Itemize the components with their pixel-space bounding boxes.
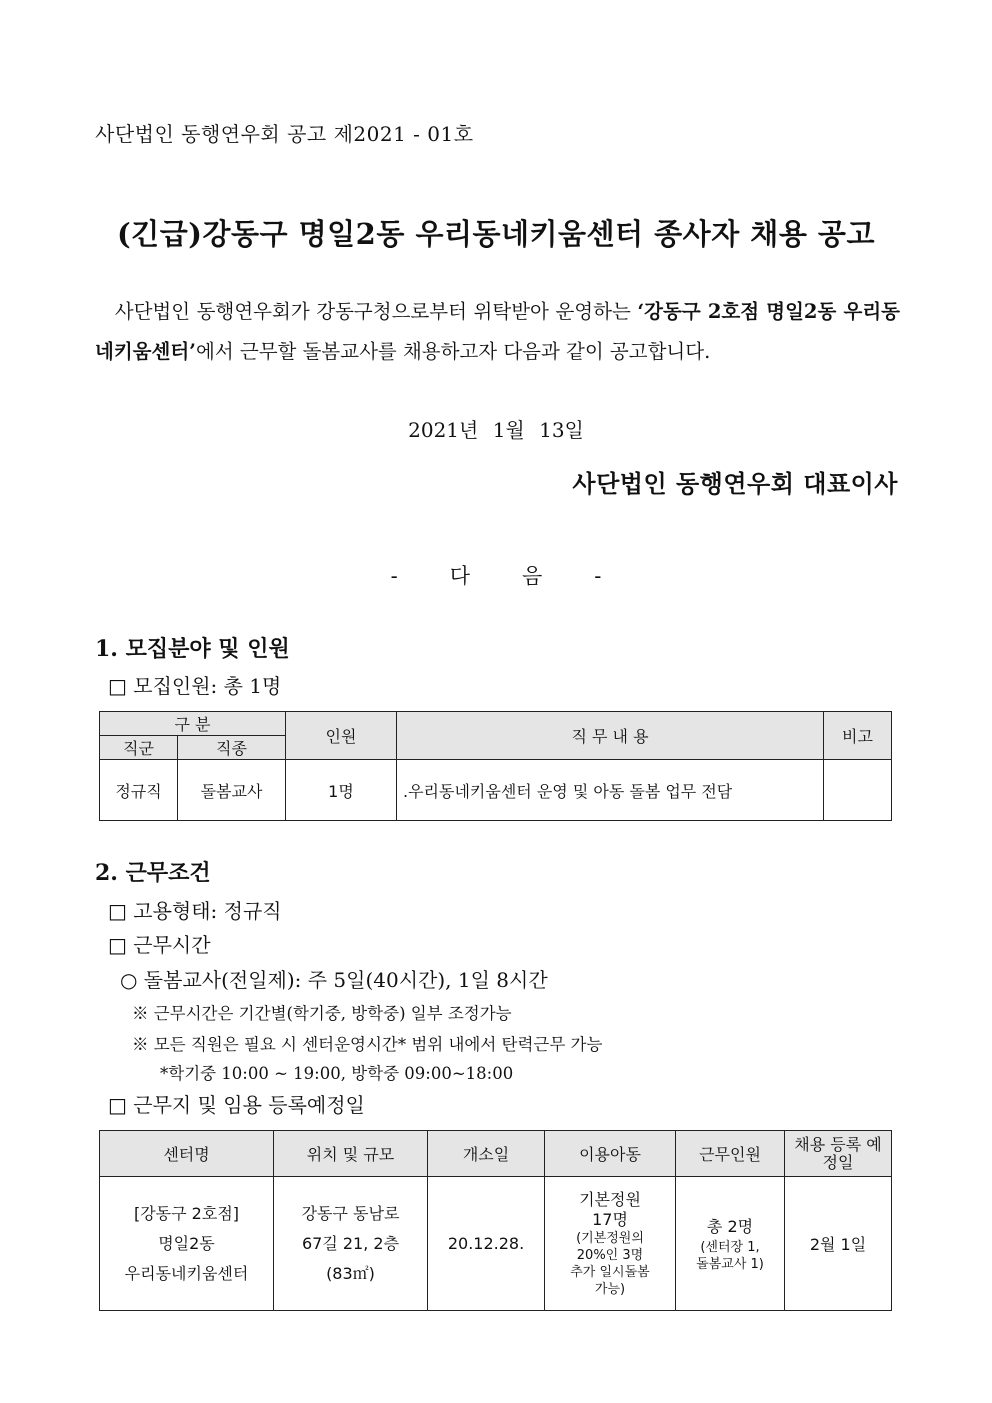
header-reg-date: 채용 등록 예정일 <box>785 1131 892 1177</box>
intro-text-1: 사단법인 동행연우회가 강동구청으로부터 위탁받아 운영하는 <box>114 300 638 323</box>
children-sub-line: 가능) <box>594 1281 626 1297</box>
recruit-table <box>99 711 892 821</box>
header-center-name: 센터명 <box>100 1131 274 1177</box>
header-open-date: 개소일 <box>428 1131 545 1177</box>
cell-inwon: 1명 <box>286 760 397 821</box>
header-note: 비고 <box>824 712 892 760</box>
header-group: 구 분 <box>100 712 286 736</box>
staff-sub-line: 돌봄교사 1) <box>696 1256 764 1272</box>
notice-date: 2021년 1월 13일 <box>408 418 584 442</box>
note-flexible-work: ※ 모든 직원은 필요 시 센터운영시간* 범위 내에서 탄력근무 가능 <box>132 1035 603 1054</box>
header-staff: 근무인원 <box>676 1131 785 1177</box>
cell-note <box>824 760 892 821</box>
page-title: (긴급)강동구 명일2동 우리동네키움센터 종사자 채용 공고 <box>117 217 875 251</box>
location-heading: □ 근무지 및 임용 등록예정일 <box>108 1093 365 1117</box>
cell-jikjong: 돌봄교사 <box>178 760 286 821</box>
daeum-char-1: 다 <box>449 564 470 588</box>
intro-text-2: 에서 근무할 돌봄교사를 채용하고자 다음과 같이 공고합니다. <box>195 340 711 363</box>
note-operating-hours: *학기중 10:00 ~ 19:00, 방학중 09:00~18:00 <box>160 1064 514 1083</box>
cell-location <box>274 1177 428 1311</box>
header-location: 위치 및 규모 <box>274 1131 428 1177</box>
note-hours-adjust: ※ 근무시간은 기간별(학기중, 방학중) 일부 조정가능 <box>132 1004 512 1023</box>
header-jikgun: 직군 <box>100 736 178 760</box>
children-sub-line: (기본정원의 <box>576 1230 644 1246</box>
center-name-line: 명일2동 <box>158 1233 215 1253</box>
children-sub-line: 20%인 3명 <box>576 1247 644 1263</box>
location-line: 강동구 동남로 <box>301 1203 400 1223</box>
intro-paragraph <box>95 292 900 372</box>
children-main-line: 기본정원 <box>579 1189 641 1209</box>
table-row <box>100 1177 892 1311</box>
children-sub-line: 추가 일시돌봄 <box>570 1264 650 1280</box>
center-name-line: 우리동네키움센터 <box>124 1263 249 1283</box>
daeum-separator <box>0 560 992 590</box>
daeum-char-2: 음 <box>522 564 543 588</box>
header-inwon: 인원 <box>286 712 397 760</box>
location-line: (83㎡) <box>326 1263 375 1283</box>
header-duty: 직 무 내 용 <box>397 712 824 760</box>
table-row <box>100 760 892 821</box>
center-name-line: [강동구 2호점] <box>133 1203 240 1223</box>
cell-open-date: 20.12.28. <box>428 1177 545 1311</box>
daeum-dash-left: - <box>390 564 398 588</box>
children-main-line: 17명 <box>592 1209 628 1229</box>
cell-reg-date: 2월 1일 <box>785 1177 892 1311</box>
header-children: 이용아동 <box>545 1131 676 1177</box>
work-hours-heading: □ 근무시간 <box>108 933 211 957</box>
daeum-dash-right: - <box>594 564 602 588</box>
location-line: 67길 21, 2층 <box>301 1233 400 1253</box>
cell-duty: .우리동네키움센터 운영 및 아동 돌봄 업무 전담 <box>397 760 824 821</box>
cell-staff <box>676 1177 785 1311</box>
section1-heading: 1. 모집분야 및 인원 <box>95 636 290 662</box>
cell-center-name <box>100 1177 274 1311</box>
location-table <box>99 1130 892 1311</box>
recruit-count: □ 모집인원: 총 1명 <box>108 674 282 698</box>
cell-jikgun: 정규직 <box>100 760 178 821</box>
staff-sub-line: (센터장 1, <box>700 1239 760 1255</box>
staff-total: 총 2명 <box>706 1216 754 1236</box>
section2-heading: 2. 근무조건 <box>95 860 211 886</box>
signer: 사단법인 동행연우회 대표이사 <box>572 469 898 498</box>
teacher-hours: ○ 돌봄교사(전일제): 주 5일(40시간), 1일 8시간 <box>120 968 548 992</box>
intro-center-name: ‘강동구 2호점 명일2동 우리동네키움센터’ <box>95 300 900 363</box>
cell-children <box>545 1177 676 1311</box>
header-jikjong: 직종 <box>178 736 286 760</box>
employment-type: □ 고용형태: 정규직 <box>108 899 282 923</box>
notice-number: 사단법인 동행연우회 공고 제2021 - 01호 <box>95 122 474 146</box>
